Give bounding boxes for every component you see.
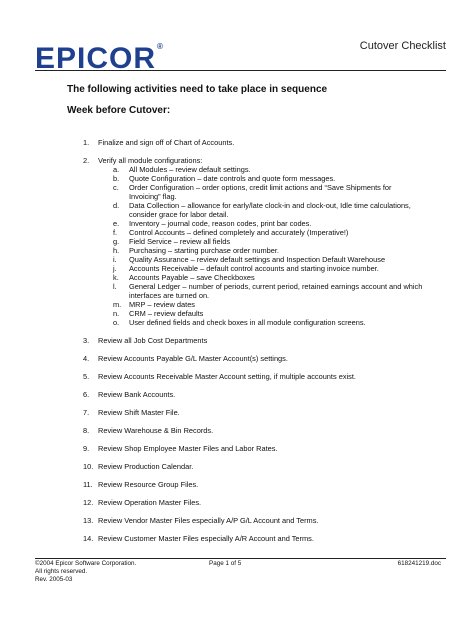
sub-item-letter: c. [113, 183, 119, 192]
sub-item-letter: o. [113, 318, 120, 327]
sub-item [98, 282, 423, 300]
sub-item [98, 264, 423, 273]
item-text: Review Warehouse & Bin Records. [98, 426, 214, 435]
item-text: Review Shift Master File. [98, 408, 180, 417]
document-filename: 618241219.doc [397, 560, 441, 567]
footer-divider [35, 558, 446, 559]
sub-item-letter: k. [113, 273, 119, 282]
sub-item-letter: n. [113, 309, 120, 318]
sub-item [98, 219, 423, 228]
registered-mark: ® [157, 42, 163, 51]
sub-item-text: Accounts Payable – save Checkboxes [129, 273, 255, 282]
sub-item-letter: h. [113, 246, 120, 255]
checklist-item [83, 390, 423, 399]
sub-item [98, 201, 423, 219]
sub-item-letter: b. [113, 174, 120, 183]
sub-item-letter: m. [113, 300, 122, 309]
sub-item-text: Accounts Receivable – default control accounts and starting invoice number. [129, 264, 379, 273]
item-text: Verify all module configurations: [98, 156, 203, 165]
item-text: Finalize and sign off of Chart of Accounts. [98, 138, 235, 147]
sub-item-letter: g. [113, 237, 120, 246]
item-text: Review Production Calendar. [98, 462, 194, 471]
section-heading: Week before Cutover: [67, 105, 171, 116]
checklist-item [83, 354, 423, 363]
checklist-item [83, 498, 423, 507]
sub-item-text: Quality Assurance – review default settings and Inspection Default Warehouse [129, 255, 386, 264]
sub-item-letter: e. [113, 219, 120, 228]
footer-left [35, 560, 136, 584]
page-number: Page 1 of 5 [209, 560, 242, 567]
checklist-item [83, 480, 423, 489]
sub-item-text: Order Configuration – order options, credit limit actions and “Save Shipments for Invoicing” flag. [129, 183, 392, 201]
item-text: Review Customer Master Files especially A/R Account and Terms. [98, 534, 314, 543]
sub-item-letter: f. [113, 228, 118, 237]
item-text: Review Shop Employee Master Files and Labor Rates. [98, 444, 278, 453]
item-text: Review Resource Group Files. [98, 480, 199, 489]
item-text: Review all Job Cost Departments [98, 336, 208, 345]
sub-list [98, 165, 423, 327]
sub-item-text: Field Service – review all fields [129, 237, 231, 246]
sub-item [98, 309, 423, 318]
header-divider [35, 70, 446, 71]
item-text: Review Bank Accounts. [98, 390, 176, 399]
item-text: Review Operation Master Files. [98, 498, 202, 507]
checklist [83, 138, 423, 543]
sub-item-letter: i. [113, 255, 117, 264]
checklist-item [83, 336, 423, 345]
item-number: 8. [83, 426, 90, 435]
checklist-item [83, 462, 423, 471]
checklist-item [83, 408, 423, 417]
copyright-text: ©2004 Epicor Software Corporation. [35, 560, 137, 567]
revision-text: Rev. 2005-03 [35, 576, 73, 583]
sub-item-letter: j. [113, 264, 117, 273]
item-number: 9. [83, 444, 90, 453]
sub-item-text: General Ledger – number of periods, current period, retained earnings account and which interfaces are turned on. [129, 282, 423, 300]
sub-item [98, 183, 423, 201]
sub-item [98, 228, 423, 237]
item-number: 10. [83, 462, 94, 471]
checklist-item [83, 372, 423, 381]
sub-item-text: User defined fields and check boxes in all module configuration screens. [129, 318, 366, 327]
item-text: Review Accounts Receivable Master Account setting, if multiple accounts exist. [98, 372, 356, 381]
sub-item-text: Inventory – journal code, reason codes, print bar codes. [129, 219, 312, 228]
item-number: 3. [83, 336, 90, 345]
item-number: 1. [83, 138, 90, 147]
sub-item [98, 318, 423, 327]
sub-item [98, 165, 423, 174]
item-number: 5. [83, 372, 90, 381]
item-number: 11. [83, 480, 93, 489]
sub-item-letter: l. [113, 282, 117, 291]
checklist-item [83, 534, 423, 543]
sub-item-text: CRM – review defaults [129, 309, 204, 318]
document-title: Cutover Checklist [359, 40, 446, 52]
item-number: 7. [83, 408, 90, 417]
sub-item [98, 273, 423, 282]
sub-item [98, 237, 423, 246]
item-number: 13. [83, 516, 94, 525]
checklist-item [83, 426, 423, 435]
item-number: 12. [83, 498, 94, 507]
sub-item [98, 174, 423, 183]
sub-item-text: MRP – review dates [129, 300, 195, 309]
sub-item-text: Control Accounts – defined completely and accurately (Imperative!) [129, 228, 349, 237]
sub-item-text: Purchasing – starting purchase order number. [129, 246, 279, 255]
sub-item-text: Quote Configuration – date controls and quote form messages. [129, 174, 336, 183]
sub-item-letter: a. [113, 165, 120, 174]
item-number: 2. [83, 156, 90, 165]
item-number: 6. [83, 390, 90, 399]
sub-item [98, 300, 423, 309]
item-number: 14. [83, 534, 94, 543]
checklist-item [83, 516, 423, 525]
item-number: 4. [83, 354, 90, 363]
sub-item [98, 246, 423, 255]
sub-item-text: Data Collection – allowance for early/late clock-in and clock-out, Idle time calculations, consider grace for labor detail. [129, 201, 411, 219]
rights-text: All rights reserved. [35, 568, 88, 575]
sub-item-letter: d. [113, 201, 120, 210]
item-text: Review Accounts Payable G/L Master Account(s) settings. [98, 354, 288, 363]
checklist-item [83, 444, 423, 453]
sub-item [98, 255, 423, 264]
intro-heading: The following activities need to take place in sequence [67, 84, 328, 95]
item-text: Review Vendor Master Files especially A/P G/L Account and Terms. [98, 516, 319, 525]
checklist-item [83, 138, 423, 147]
sub-item-text: All Modules – review default settings. [129, 165, 251, 174]
checklist-item [83, 156, 423, 327]
logo-text: EPICOR [35, 42, 157, 75]
